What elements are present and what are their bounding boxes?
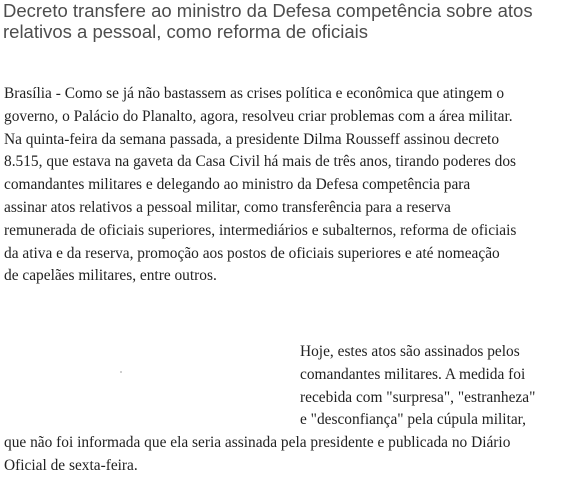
paragraph-line: da ativa e da reserva, promoção aos postos de oficiais superiores e até nomeação: [4, 244, 500, 262]
article-paragraph-2-wrapped: [300, 341, 560, 432]
image-placeholder-speck: [120, 371, 122, 373]
paragraph-line: recebida com "surpresa", "estranheza": [300, 388, 536, 406]
paragraph-line: comandantes militares e delegando ao ministro da Defesa competência para: [4, 176, 471, 194]
paragraph-line: assinar atos relativos a pessoal militar, como transferência para a reserva: [4, 198, 451, 216]
paragraph-line: e "desconfiança" pela cúpula militar,: [300, 411, 527, 429]
article-paragraph-1: [4, 83, 560, 288]
paragraph-line: 8.515, que estava na gaveta da Casa Civil há mais de três anos, tirando poderes dos: [4, 153, 517, 171]
paragraph-line: Na quinta-feira da semana passada, a presidente Dilma Rousseff assinou decreto: [4, 130, 500, 148]
paragraph-line: Oficial de sexta-feira.: [4, 456, 138, 474]
paragraph-line: remunerada de oficiais superiores, intermediários e subalternos, reforma de oficiais: [4, 221, 517, 239]
paragraph-line: que não foi informada que ela seria assinada pela presidente e publicada no Diário: [4, 434, 511, 451]
article-headline: [3, 0, 559, 42]
paragraph-line: Hoje, estes atos são assinados pelos: [300, 343, 520, 360]
headline-line: Decreto transfere ao ministro da Defesa competência sobre atos: [3, 0, 533, 21]
paragraph-line: de capelães militares, entre outros.: [4, 267, 217, 285]
paragraph-line: comandantes militares. A medida foi: [300, 365, 526, 383]
paragraph-line: governo, o Palácio do Planalto, agora, resolveu criar problemas com a área militar.: [4, 107, 513, 125]
paragraph-line: Brasília - Como se já não bastassem as crises política e econômica que atingem o: [4, 85, 505, 102]
article-paragraph-2-continued: [4, 432, 560, 478]
headline-line: relativos a pessoal, como reforma de oficiais: [3, 21, 369, 42]
